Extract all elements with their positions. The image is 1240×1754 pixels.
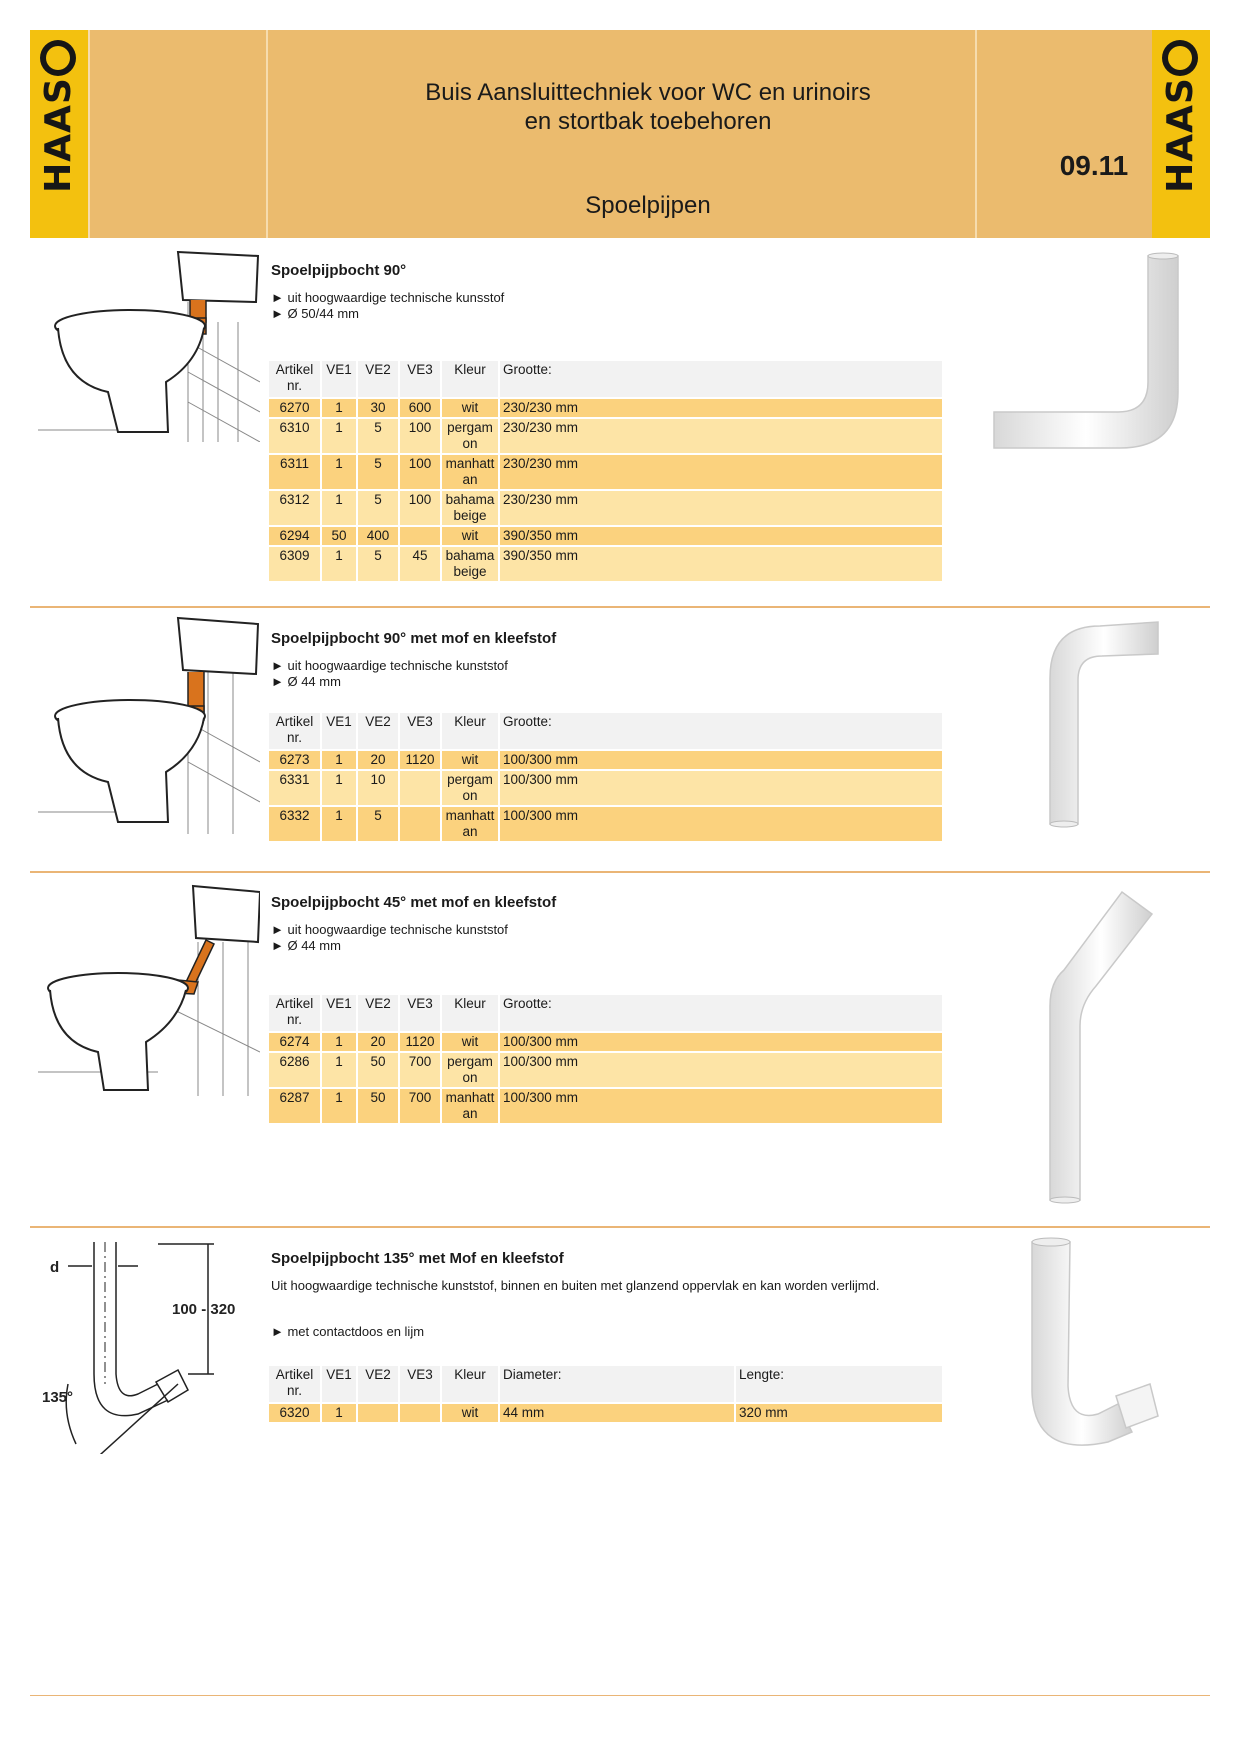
table-row: 6320 1 wit 44 mm 320 mm [269, 1404, 942, 1422]
table-row: 6311 1 5 100 manhatt an 230/230 mm [269, 455, 942, 489]
section-divider [30, 1226, 1210, 1228]
toilet-illustration-90 [38, 242, 260, 442]
angle-label: 135° [42, 1389, 74, 1406]
toilet-illustration-90-mof [38, 612, 260, 834]
d-label: d [50, 1259, 60, 1276]
header-subtitle: Spoelpijpen [585, 192, 711, 219]
bullet-list: ► uit hoogwaardige technische kunststof ► Ø 44 mm [271, 922, 508, 953]
bullet-list: ► met contactdoos en lijm [271, 1324, 425, 1339]
table-row: 6270 1 30 600 wit 230/230 mm [269, 399, 942, 417]
table-row: 6332 1 5 manhatt an 100/300 mm [269, 807, 942, 841]
table-row: 6309 1 5 45 bahama beige 390/350 mm [269, 547, 942, 581]
bullet-list: ► uit hoogwaardige technische kunststof ► Ø 44 mm [271, 658, 508, 689]
pipe-bend-45-mof-photo [1040, 886, 1170, 1206]
section-divider [30, 871, 1210, 873]
haas-logo-left [30, 30, 88, 238]
page-header [30, 30, 1210, 238]
product-title: Spoelpijpbocht 135° met Mof en kleefstof [271, 1250, 564, 1267]
product-table-45-mof [267, 993, 944, 1125]
table-row: 6331 1 10 pergam on 100/300 mm [269, 771, 942, 805]
logo-text: HAAS [1160, 77, 1201, 193]
pipe-bend-90-mof-photo [1040, 618, 1170, 830]
product-description: Uit hoogwaardige technische kunststof, binnen en buiten met glanzend oppervlak en kan worden verlijmd. [271, 1278, 880, 1293]
product-table-90-mof [267, 711, 944, 843]
table-row: 6286 1 50 700 pergam on 100/300 mm [269, 1053, 942, 1087]
haas-logo-right [1152, 30, 1210, 238]
dimension-drawing-135 [38, 1234, 260, 1454]
toilet-illustration-45-mof [38, 882, 260, 1096]
table-header-row: Artikel nr. VE1 VE2 VE3 Kleur Grootte: [269, 995, 942, 1031]
height-label: 100 - 320 [172, 1301, 236, 1318]
table-row: 6294 50 400 wit 390/350 mm [269, 527, 942, 545]
table-row: 6273 1 20 1120 wit 100/300 mm [269, 751, 942, 769]
section-divider [30, 606, 1210, 608]
plumber-emblem-icon [40, 40, 76, 76]
plumber-emblem-icon [1162, 40, 1198, 76]
pipe-bend-135-photo [1020, 1236, 1170, 1458]
product-title: Spoelpijpbocht 45° met mof en kleefstof [271, 894, 557, 911]
logo-text: HAAS [38, 77, 79, 193]
product-table-135 [267, 1364, 944, 1424]
product-table-90 [267, 359, 944, 583]
header-title: Buis Aansluittechniek voor WC en urinoirs en stortbak toebehoren [425, 79, 871, 135]
table-header-row: Artikel nr. VE1 VE2 VE3 Kleur Grootte: [269, 713, 942, 749]
product-title: Spoelpijpbocht 90° [271, 262, 407, 279]
table-header-row: Artikel nr. VE1 VE2 VE3 Kleur Grootte: [269, 361, 942, 397]
table-row: 6287 1 50 700 manhatt an 100/300 mm [269, 1089, 942, 1123]
page-code: 09.11 [1059, 150, 1129, 181]
table-row: 6312 1 5 100 bahama beige 230/230 mm [269, 491, 942, 525]
table-row: 6274 1 20 1120 wit 100/300 mm [269, 1033, 942, 1051]
bullet-list: ► uit hoogwaardige technische kunsstof ► Ø 50/44 mm [271, 290, 505, 321]
pipe-bend-90-photo [990, 252, 1190, 462]
footer-divider [30, 1695, 1210, 1696]
product-title: Spoelpijpbocht 90° met mof en kleefstof [271, 630, 557, 647]
table-header-row: Artikel nr. VE1 VE2 VE3 Kleur Diameter: Lengte: [269, 1366, 942, 1402]
table-row: 6310 1 5 100 pergam on 230/230 mm [269, 419, 942, 453]
